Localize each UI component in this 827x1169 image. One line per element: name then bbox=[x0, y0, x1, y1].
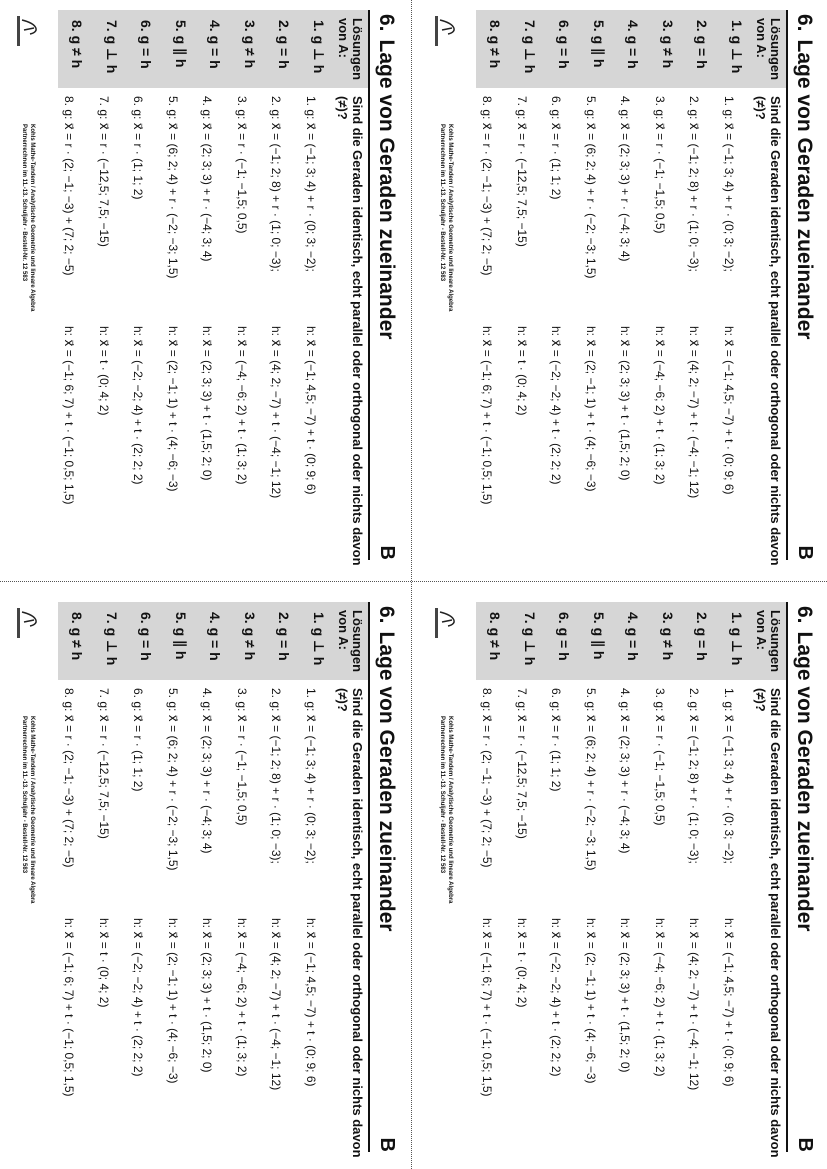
solution-item: 6. g = h bbox=[138, 20, 155, 69]
line-g: 8. g: x⃗ = r · (2; −1; −3) + (7; 2; −5) bbox=[480, 688, 495, 868]
card-footer bbox=[8, 602, 48, 1152]
solution-item: 3. g ≠ h bbox=[660, 612, 676, 661]
card-content bbox=[0, 0, 400, 570]
task-row bbox=[156, 688, 191, 1158]
line-g: 2. g: x⃗ = (−1; 2; 8) + r · (1; 0; −3); bbox=[687, 96, 702, 272]
line-g: 5. g: x⃗ = (6; 2; 4) + r · (−2; −3; 1,5) bbox=[583, 96, 598, 279]
card-content bbox=[418, 0, 818, 570]
line-h: h: x⃗ = (−1; 4,5; −7) + t · (0; 9; 6) bbox=[303, 326, 318, 495]
line-g: 1. g: x⃗ = (−1; 3; 4) + r · (0; 3; −2); bbox=[721, 688, 736, 864]
title-number: 6. bbox=[375, 606, 398, 624]
card-content bbox=[418, 592, 818, 1162]
line-h: h: x⃗ = (−4; −6; 2) + t · (1; 3; 2) bbox=[234, 918, 249, 1077]
line-h: h: x⃗ = (4; 2; −7) + t · (−4; −1; 12) bbox=[687, 326, 702, 499]
line-h: h: x⃗ = (2; 3; 3) + t · (1,5; 2; 0) bbox=[618, 326, 633, 481]
line-h: h: x⃗ = (−2; −2; 4) + t · (2; 2; 2) bbox=[549, 918, 564, 1077]
card-footer bbox=[8, 10, 48, 560]
task-row bbox=[677, 688, 712, 1158]
solution-item: 8. g ≠ h bbox=[69, 612, 86, 661]
line-h: h: x⃗ = t · (0; 4; 2) bbox=[96, 918, 111, 1008]
solutions-header: Lösungen von A: bbox=[754, 610, 783, 673]
publisher-logo-icon bbox=[430, 602, 462, 646]
task-row bbox=[712, 96, 747, 566]
footer-text bbox=[438, 124, 454, 312]
publisher-logo-icon bbox=[430, 10, 462, 54]
title-text: Lage von Geraden zueinander bbox=[375, 39, 398, 340]
solution-item: 6. g = h bbox=[556, 20, 573, 69]
solution-item: 1. g ⊥ h bbox=[311, 612, 327, 666]
line-g: 4. g: x⃗ = (2; 3; 3) + r · (−4; 3; 4) bbox=[200, 96, 215, 262]
task-row bbox=[52, 688, 87, 1158]
task-row bbox=[470, 96, 505, 566]
solution-item: 7. g ⊥ h bbox=[104, 612, 120, 666]
line-h: h: x⃗ = (2; 3; 3) + t · (1,5; 2; 0) bbox=[618, 918, 633, 1073]
line-h: h: x⃗ = t · (0; 4; 2) bbox=[96, 326, 111, 416]
footer-line: Kohls Mathe-Tandem / Analytische Geometrie und lineare Algebra bbox=[29, 124, 35, 312]
task-row bbox=[574, 96, 609, 566]
task-row bbox=[643, 688, 678, 1158]
task-row bbox=[225, 96, 260, 566]
solution-item: 5. g ∥ h bbox=[173, 20, 189, 68]
solutions-header: Lösungen von A: bbox=[336, 610, 365, 673]
line-g: 6. g: x⃗ = r · (1; 1; 2) bbox=[549, 96, 564, 200]
solution-item: 3. g ≠ h bbox=[242, 20, 258, 69]
task-row bbox=[259, 96, 294, 566]
line-g: 8. g: x⃗ = r · (2; −1; −3) + (7; 2; −5) bbox=[62, 688, 77, 868]
card-badge: B bbox=[376, 545, 398, 560]
solution-item: 6. g = h bbox=[138, 612, 155, 661]
solution-item: 4. g = h bbox=[207, 20, 224, 69]
line-g: 5. g: x⃗ = (6; 2; 4) + r · (−2; −3; 1,5) bbox=[165, 96, 180, 279]
task-row bbox=[539, 96, 574, 566]
solution-item: 1. g ⊥ h bbox=[729, 612, 745, 666]
card-badge: B bbox=[376, 1137, 398, 1152]
line-g: 6. g: x⃗ = r · (1; 1; 2) bbox=[131, 96, 146, 200]
task-row bbox=[294, 96, 329, 566]
solution-item: 5. g ∥ h bbox=[591, 20, 607, 68]
title-number: 6. bbox=[793, 14, 816, 32]
line-g: 7. g: x⃗ = r · (−12,5; 7,5; −15) bbox=[96, 688, 111, 839]
solution-item: 5. g ∥ h bbox=[591, 612, 607, 660]
line-h: h: x⃗ = (−2; −2; 4) + t · (2; 2; 2) bbox=[131, 918, 146, 1077]
task-row bbox=[52, 96, 87, 566]
line-g: 6. g: x⃗ = r · (1; 1; 2) bbox=[549, 688, 564, 792]
line-g: 3. g: x⃗ = r · (−1; −1,5; 0,5) bbox=[652, 96, 667, 234]
line-g: 3. g: x⃗ = r · (−1; −1,5; 0,5) bbox=[652, 688, 667, 826]
line-h: h: x⃗ = (2; −1; 1) + t · (4; −6; −3) bbox=[165, 326, 180, 492]
line-h: h: x⃗ = (−1; 6; 7) + t · (−1; 0,5; 1,5) bbox=[62, 326, 77, 505]
solutions-header: Lösungen von A: bbox=[754, 18, 783, 81]
footer-line: Partnerrechnen im 11.-13. Schuljahr - Bestell-Nr. 12 583 bbox=[21, 716, 27, 874]
line-h: h: x⃗ = (−1; 4,5; −7) + t · (0; 9; 6) bbox=[303, 918, 318, 1087]
task-row bbox=[608, 96, 643, 566]
solution-item: 3. g ≠ h bbox=[242, 612, 258, 661]
task-row bbox=[225, 688, 260, 1158]
line-g: 7. g: x⃗ = r · (−12,5; 7,5; −15) bbox=[514, 688, 529, 839]
line-h: h: x⃗ = (4; 2; −7) + t · (−4; −1; 12) bbox=[687, 918, 702, 1091]
task-list bbox=[52, 96, 328, 566]
solution-item: 2. g = h bbox=[276, 20, 293, 69]
task-list bbox=[52, 688, 328, 1158]
line-g: 6. g: x⃗ = r · (1; 1; 2) bbox=[131, 688, 146, 792]
task-row bbox=[505, 96, 540, 566]
line-g: 7. g: x⃗ = r · (−12,5; 7,5; −15) bbox=[96, 96, 111, 247]
title-text: Lage von Geraden zueinander bbox=[375, 631, 398, 932]
task-row bbox=[608, 688, 643, 1158]
solution-item: 8. g ≠ h bbox=[487, 612, 504, 661]
line-h: h: x⃗ = (2; −1; 1) + t · (4; −6; −3) bbox=[583, 326, 598, 492]
footer-text bbox=[20, 124, 36, 312]
line-h: h: x⃗ = (2; 3; 3) + t · (1,5; 2; 0) bbox=[200, 326, 215, 481]
line-h: h: x⃗ = (−1; 4,5; −7) + t · (0; 9; 6) bbox=[721, 918, 736, 1087]
solution-item: 6. g = h bbox=[556, 612, 573, 661]
title-text: Lage von Geraden zueinander bbox=[793, 39, 816, 340]
solution-item: 3. g ≠ h bbox=[660, 20, 676, 69]
line-h: h: x⃗ = (−1; 6; 7) + t · (−1; 0,5; 1,5) bbox=[480, 918, 495, 1097]
line-g: 2. g: x⃗ = (−1; 2; 8) + r · (1; 0; −3); bbox=[687, 688, 702, 864]
solution-item: 4. g = h bbox=[207, 612, 224, 661]
line-g: 8. g: x⃗ = r · (2; −1; −3) + (7; 2; −5) bbox=[62, 96, 77, 276]
line-g: 5. g: x⃗ = (6; 2; 4) + r · (−2; −3; 1,5) bbox=[583, 688, 598, 871]
solution-item: 2. g = h bbox=[694, 612, 711, 661]
line-h: h: x⃗ = (−4; −6; 2) + t · (1; 3; 2) bbox=[652, 918, 667, 1077]
solution-item: 2. g = h bbox=[694, 20, 711, 69]
task-list bbox=[470, 688, 746, 1158]
solution-item: 8. g ≠ h bbox=[487, 20, 504, 69]
line-g: 2. g: x⃗ = (−1; 2; 8) + r · (1; 0; −3); bbox=[269, 688, 284, 864]
solution-item: 4. g = h bbox=[625, 612, 642, 661]
task-row bbox=[121, 688, 156, 1158]
line-g: 1. g: x⃗ = (−1; 3; 4) + r · (0; 3; −2); bbox=[303, 688, 318, 864]
card-badge: B bbox=[794, 545, 816, 560]
footer-text bbox=[438, 716, 454, 904]
card-footer bbox=[426, 10, 466, 560]
card-footer bbox=[426, 602, 466, 1152]
solutions-column bbox=[58, 602, 368, 680]
solution-item: 7. g ⊥ h bbox=[522, 20, 538, 74]
footer-line: Partnerrechnen im 11.-13. Schuljahr - Bestell-Nr. 12 583 bbox=[21, 124, 27, 282]
publisher-logo-icon bbox=[12, 602, 44, 646]
task-row bbox=[539, 688, 574, 1158]
title-divider bbox=[368, 602, 370, 1152]
solution-item: 2. g = h bbox=[276, 612, 293, 661]
card-title bbox=[792, 14, 816, 339]
task-row bbox=[470, 688, 505, 1158]
task-row bbox=[190, 96, 225, 566]
line-h: h: x⃗ = (−4; −6; 2) + t · (1; 3; 2) bbox=[652, 326, 667, 485]
task-row bbox=[677, 96, 712, 566]
cut-line-horizontal bbox=[0, 581, 827, 582]
footer-line: Kohls Mathe-Tandem / Analytische Geometrie und lineare Algebra bbox=[447, 716, 453, 904]
task-row bbox=[87, 96, 122, 566]
title-divider bbox=[368, 10, 370, 560]
task-row bbox=[190, 688, 225, 1158]
line-h: h: x⃗ = (2; −1; 1) + t · (4; −6; −3) bbox=[583, 918, 598, 1084]
solution-item: 5. g ∥ h bbox=[173, 612, 189, 660]
publisher-logo-icon bbox=[12, 10, 44, 54]
worksheet-card bbox=[418, 592, 818, 1162]
title-divider bbox=[786, 10, 788, 560]
task-row bbox=[574, 688, 609, 1158]
task-row bbox=[259, 688, 294, 1158]
task-row bbox=[643, 96, 678, 566]
card-title bbox=[792, 606, 816, 931]
task-instruction: Sind die Geraden identisch, echt parallel oder orthogonal oder nichts davon (≠)? bbox=[753, 96, 783, 566]
task-instruction: Sind die Geraden identisch, echt parallel oder orthogonal oder nichts davon (≠)? bbox=[753, 688, 783, 1158]
task-instruction: Sind die Geraden identisch, echt parallel oder orthogonal oder nichts davon (≠)? bbox=[335, 688, 365, 1158]
title-text: Lage von Geraden zueinander bbox=[793, 631, 816, 932]
line-h: h: x⃗ = (−1; 6; 7) + t · (−1; 0,5; 1,5) bbox=[62, 918, 77, 1097]
line-g: 3. g: x⃗ = r · (−1; −1,5; 0,5) bbox=[234, 688, 249, 826]
line-h: h: x⃗ = t · (0; 4; 2) bbox=[514, 918, 529, 1008]
line-h: h: x⃗ = (2; −1; 1) + t · (4; −6; −3) bbox=[165, 918, 180, 1084]
task-row bbox=[505, 688, 540, 1158]
card-title bbox=[374, 606, 398, 931]
worksheet-card bbox=[418, 0, 818, 570]
task-row bbox=[87, 688, 122, 1158]
line-h: h: x⃗ = (4; 2; −7) + t · (−4; −1; 12) bbox=[269, 326, 284, 499]
solution-item: 7. g ⊥ h bbox=[104, 20, 120, 74]
worksheet-card bbox=[0, 0, 400, 570]
solution-item: 1. g ⊥ h bbox=[311, 20, 327, 74]
line-g: 2. g: x⃗ = (−1; 2; 8) + r · (1; 0; −3); bbox=[269, 96, 284, 272]
task-list bbox=[470, 96, 746, 566]
line-h: h: x⃗ = (−2; −2; 4) + t · (2; 2; 2) bbox=[549, 326, 564, 485]
line-h: h: x⃗ = (−4; −6; 2) + t · (1; 3; 2) bbox=[234, 326, 249, 485]
solutions-header: Lösungen von A: bbox=[336, 18, 365, 81]
line-g: 1. g: x⃗ = (−1; 3; 4) + r · (0; 3; −2); bbox=[721, 96, 736, 272]
solutions-column bbox=[476, 10, 786, 88]
card-badge: B bbox=[794, 1137, 816, 1152]
cut-line-vertical bbox=[411, 0, 412, 1169]
line-h: h: x⃗ = t · (0; 4; 2) bbox=[514, 326, 529, 416]
line-h: h: x⃗ = (−1; 4,5; −7) + t · (0; 9; 6) bbox=[721, 326, 736, 495]
line-g: 1. g: x⃗ = (−1; 3; 4) + r · (0; 3; −2); bbox=[303, 96, 318, 272]
line-g: 8. g: x⃗ = r · (2; −1; −3) + (7; 2; −5) bbox=[480, 96, 495, 276]
line-h: h: x⃗ = (4; 2; −7) + t · (−4; −1; 12) bbox=[269, 918, 284, 1091]
card-content bbox=[0, 592, 400, 1162]
solution-item: 1. g ⊥ h bbox=[729, 20, 745, 74]
line-g: 5. g: x⃗ = (6; 2; 4) + r · (−2; −3; 1,5) bbox=[165, 688, 180, 871]
footer-line: Partnerrechnen im 11.-13. Schuljahr - Bestell-Nr. 12 583 bbox=[439, 124, 445, 282]
title-number: 6. bbox=[793, 606, 816, 624]
solution-item: 8. g ≠ h bbox=[69, 20, 86, 69]
footer-line: Kohls Mathe-Tandem / Analytische Geometrie und lineare Algebra bbox=[447, 124, 453, 312]
task-row bbox=[294, 688, 329, 1158]
line-g: 7. g: x⃗ = r · (−12,5; 7,5; −15) bbox=[514, 96, 529, 247]
title-divider bbox=[786, 602, 788, 1152]
solution-item: 7. g ⊥ h bbox=[522, 612, 538, 666]
solutions-column bbox=[476, 602, 786, 680]
line-h: h: x⃗ = (2; 3; 3) + t · (1,5; 2; 0) bbox=[200, 918, 215, 1073]
card-title bbox=[374, 14, 398, 339]
footer-text bbox=[20, 716, 36, 904]
worksheet-card bbox=[0, 592, 400, 1162]
task-row bbox=[712, 688, 747, 1158]
task-instruction: Sind die Geraden identisch, echt parallel oder orthogonal oder nichts davon (≠)? bbox=[335, 96, 365, 566]
title-number: 6. bbox=[375, 14, 398, 32]
solution-item: 4. g = h bbox=[625, 20, 642, 69]
line-h: h: x⃗ = (−1; 6; 7) + t · (−1; 0,5; 1,5) bbox=[480, 326, 495, 505]
footer-line: Partnerrechnen im 11.-13. Schuljahr - Bestell-Nr. 12 583 bbox=[439, 716, 445, 874]
solutions-column bbox=[58, 10, 368, 88]
line-g: 4. g: x⃗ = (2; 3; 3) + r · (−4; 3; 4) bbox=[618, 96, 633, 262]
task-row bbox=[121, 96, 156, 566]
line-g: 4. g: x⃗ = (2; 3; 3) + r · (−4; 3; 4) bbox=[200, 688, 215, 854]
task-row bbox=[156, 96, 191, 566]
line-g: 4. g: x⃗ = (2; 3; 3) + r · (−4; 3; 4) bbox=[618, 688, 633, 854]
footer-line: Kohls Mathe-Tandem / Analytische Geometrie und lineare Algebra bbox=[29, 716, 35, 904]
line-h: h: x⃗ = (−2; −2; 4) + t · (2; 2; 2) bbox=[131, 326, 146, 485]
line-g: 3. g: x⃗ = r · (−1; −1,5; 0,5) bbox=[234, 96, 249, 234]
